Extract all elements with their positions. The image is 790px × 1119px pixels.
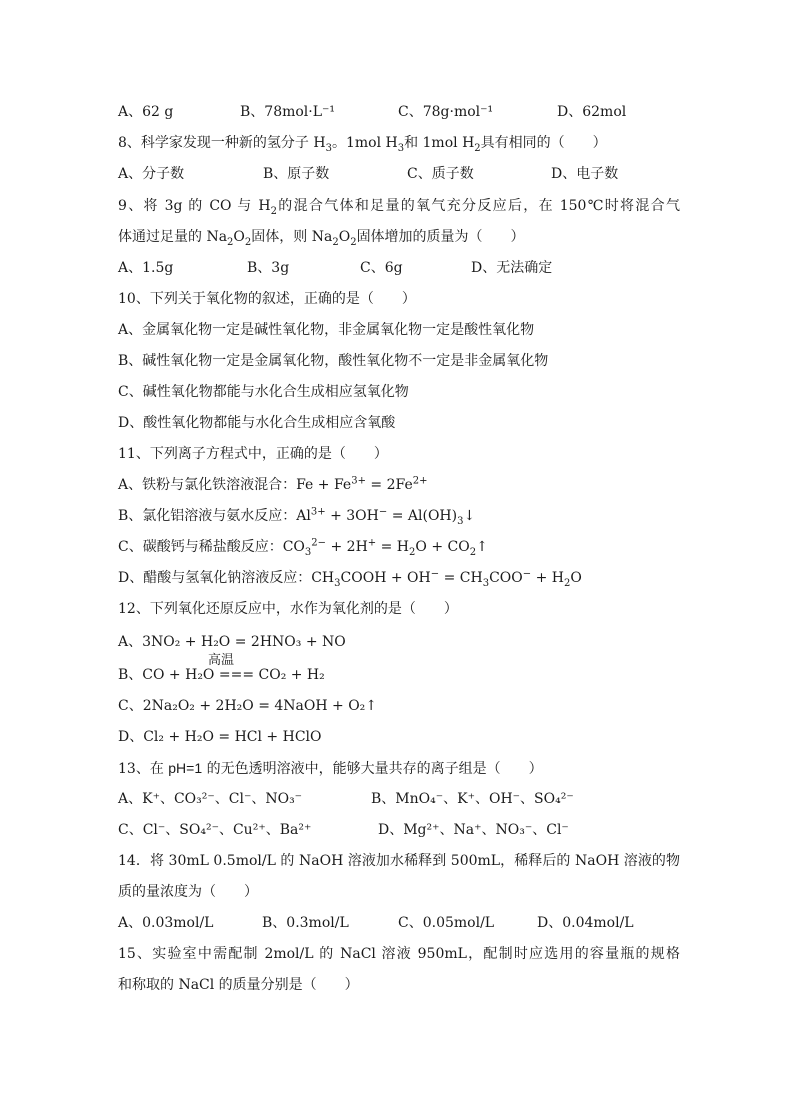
q14-option-a: A、0.03mol/L	[118, 915, 214, 931]
q10-option-a: A、金属氧化物一定是碱性氧化物，非金属氧化物一定是酸性氧化物	[118, 322, 535, 338]
q13-option-a: A、K⁺、CO₃²⁻、Cl⁻、NO₃⁻	[118, 791, 303, 807]
q14-stem-line1: 14．将 30mL 0.5mol/L 的 NaOH 溶液加水稀释到 500mL，稀释后的 NaOH 溶液的物	[118, 853, 680, 869]
q8-option-d: D、电子数	[551, 166, 619, 182]
q9-stem-line2: 体通过足量的 $Na_2O_2$固体，则 $Na_2O_2$固体增加的质量为（ ）	[118, 229, 525, 248]
q8-option-b: B、原子数	[263, 166, 330, 182]
q12-option-c: C、2Na₂O₂ + 2H₂O = 4NaOH + O₂↑	[118, 698, 378, 714]
q9-option-b: B、3g	[247, 260, 290, 276]
q12-option-d: D、Cl₂ + H₂O = HCl + HClO	[118, 729, 322, 745]
q12-option-b: B、CO + H₂O === CO₂ + H₂	[118, 667, 325, 683]
q10-option-d: D、酸性氧化物都能与水化合生成相应含氧酸	[118, 415, 396, 431]
q11-option-c: C、碳酸钙与稀盐酸反应：$CO_3^{2-} + 2H^+ = H_2O$ + $CO_2↑$	[118, 537, 488, 558]
q15-stem-line2: 和称取的 NaCl 的质量分别是（ ）	[118, 977, 359, 993]
q11-option-b: B、氯化铝溶液与氨水反应：$Al^{3+} + 3OH^-$ = $Al(OH)_3↓$	[118, 506, 476, 527]
q12-option-a: A、3NO₂ + H₂O = 2HNO₃ + NO	[118, 634, 346, 650]
q13-option-c: C、Cl⁻、SO₄²⁻、Cu²⁺、Ba²⁺	[118, 822, 312, 838]
q14-option-d: D、0.04mol/L	[537, 915, 634, 931]
q10-option-b: B、碱性氧化物一定是金属氧化物，酸性氧化物不一定是非金属氧化物	[118, 353, 549, 369]
q10-option-c: C、碱性氧化物都能与水化合生成相应氢氧化物	[118, 384, 409, 400]
q8-stem: 8、科学家发现一种新的氢分子 $H_3$。1mol $H_3$和 1mol $H_2$具有相同的（ ）	[118, 135, 607, 154]
q10-stem: 10、下列关于氧化物的叙述，正确的是（ ）	[118, 291, 416, 307]
q11-stem: 11、下列离子方程式中，正确的是（ ）	[118, 446, 388, 462]
q13-option-d: D、Mg²⁺、Na⁺、NO₃⁻、Cl⁻	[378, 822, 569, 838]
q11-option-a: A、铁粉与氯化铁溶液混合：$Fe + Fe^{3+} = 2Fe^{2+}$	[118, 475, 428, 493]
q8-option-a: A、分子数	[118, 166, 185, 182]
q13-option-b: B、MnO₄⁻、K⁺、OH⁻、SO₄²⁻	[371, 791, 574, 807]
q12-reaction-condition: 高温	[208, 653, 235, 668]
q14-stem-line2: 质的量浓度为（ ）	[118, 884, 258, 900]
q15-stem-line1: 15、实验室中需配制 2mol/L 的 NaCl 溶液 950mL，配制时应选用的容量瓶的规格	[118, 946, 680, 962]
q9-option-a: A、1.5g	[118, 260, 174, 276]
q7-option-a: A、62 g	[118, 104, 174, 120]
q7-option-c: C、78g·mol⁻¹	[398, 104, 494, 120]
q7-option-b: B、78mol·L⁻¹	[240, 104, 336, 120]
gas-arrow-icon: ↑	[476, 539, 488, 555]
q8-option-c: C、质子数	[407, 166, 474, 182]
q14-option-b: B、0.3mol/L	[262, 915, 349, 931]
q9-stem-line1: 9、将 3g 的 CO 与 $H_2$的混合气体和足量的氧气充分反应后，在 150℃时将混合气	[118, 198, 680, 217]
q14-option-c: C、0.05mol/L	[398, 915, 495, 931]
precipitate-arrow-icon: ↓	[463, 508, 476, 524]
q7-option-d: D、62mol	[557, 104, 627, 120]
q13-stem: 13、在 pH=1 的无色透明溶液中，能够大量共存的离子组是（ ）	[118, 760, 543, 777]
q9-option-d: D、无法确定	[471, 260, 553, 276]
q9-option-c: C、6g	[360, 260, 403, 276]
q11-option-d: D、醋酸与氢氧化钠溶液反应：$CH_3COOH + OH^- = CH_3COO^- + H_2O$	[118, 568, 582, 589]
q12-stem: 12、下列氧化还原反应中，水作为氧化剂的是（ ）	[118, 601, 458, 617]
